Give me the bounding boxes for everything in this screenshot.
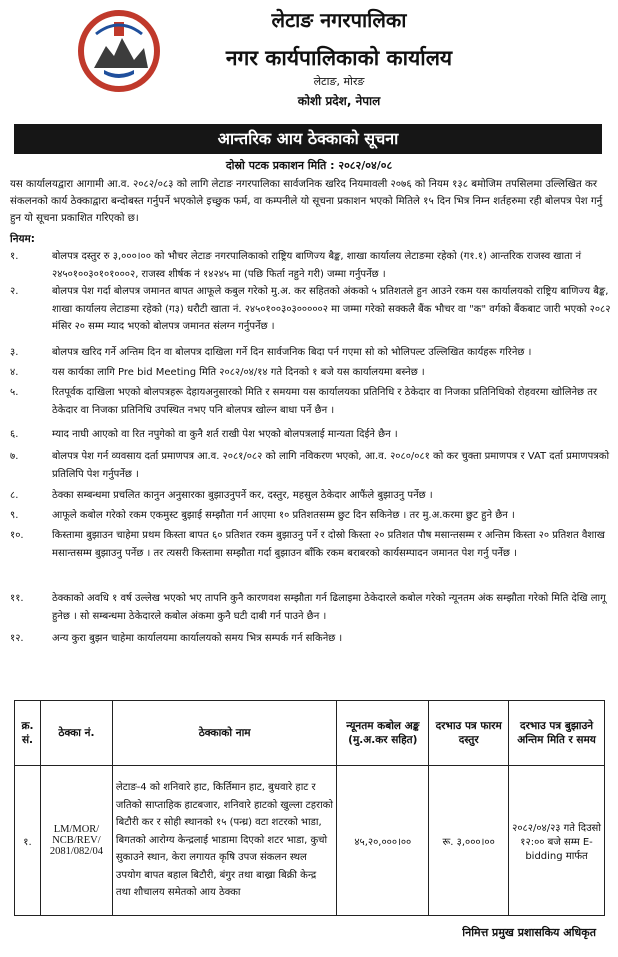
condition-number: ९.	[10, 510, 19, 521]
column-header-sn: क्र. सं.	[15, 701, 41, 766]
condition-text: बोलपत्र पेश गर्न व्यवसाय दर्ता प्रमाणपत्र आ.व. २०८१/०८२ को लागि नविकरण भएको, आ.व. २०८०/०८१ को कर चुक्ता प्रमाणपत्र र VAT दर्ता प्रमाणपत्रको प्रतिलिपि पेश गर्नुपर्नेछ ।	[52, 451, 610, 480]
condition-text: रितपूर्वक दाखिला भएको बोलपत्रहरू देहायअनुसारको मिति र समयमा यस कार्यालयका प्रतिनिधि र ठेकेदार वा निजका प्रतिनिधिको रोहवरमा खोलिनेछ तर ठेकेदार वा निजका प्रतिनिधि उपस्थित नभए पनि बोलपत्र खोल्न बाधा पर्ने छैन ।	[52, 387, 598, 416]
condition-number: २.	[10, 286, 19, 297]
cell-sn: १.	[15, 766, 41, 916]
column-header-min-bid: न्यूनतम कबोल अङ्क (मु.अ.कर सहित)	[337, 701, 429, 766]
condition-text: आफूले कबोल गरेको रकम एकमुस्ट बुझाई सम्झौता गर्न आएमा १० प्रतिशतसम्म छुट दिन सकिनेछ । तर मु.अ.करमा छुट हुने छैन ।	[52, 510, 515, 521]
column-header-contract-name: ठेक्काको नाम	[112, 701, 336, 766]
cell-contract-no: LM/MOR/ NCB/REV/ 2081/082/04	[40, 766, 112, 916]
address-line-2: कोशी प्रदेश, नेपाल	[297, 94, 381, 108]
cell-min-bid: ४५,२०,०००।००	[337, 766, 429, 916]
publication-date: दोस्रो पटक प्रकाशन मिति : २०८२/०४/०८	[225, 159, 393, 172]
condition-number: १२.	[10, 633, 24, 644]
condition-number: ७.	[10, 451, 19, 462]
condition-number: ३.	[10, 347, 19, 358]
condition-text: बोलपत्र खरिद गर्ने अन्तिम दिन वा बोलपत्र दाखिला गर्ने दिन सार्वजनिक बिदा पर्न गएमा सो को भोलिपल्ट उल्लिखित कार्यहरू गरिनेछ ।	[52, 347, 532, 358]
tender-table	[14, 700, 605, 916]
letterhead	[0, 0, 618, 120]
condition-text: यस कार्यका लागि Pre bid Meeting मिति २०८२/०४/१४ गते दिनको १ बजे यस कार्यालयमा बस्नेछ ।	[52, 367, 425, 378]
condition-text: बोलपत्र पेश गर्दा बोलपत्र जमानत बापत आफूले कबुल गरेको मु.अ. कर सहितको अंकको ५ प्रतिशतले हुन आउने रकम यस कार्यालयको राष्ट्रिय बाणिज्य बैङ्क, शाखा कार्यालय लेटाङमा रहेको (ग३) धरौटी खाता नं. २४५०१००३०३०००००२ मा जम्मा गरेको सक्कलै बैंक भौचर वा "क" वर्गको बैंकबाट जारी भएको २०८२ मंसिर २० सम्म म्याद भएको बोलपत्र जमानत संलग्न गर्नुपर्नेछ ।	[52, 286, 611, 332]
condition-number: १.	[10, 251, 19, 262]
condition-number: ४.	[10, 367, 19, 378]
condition-text: ठेक्का सम्बन्धमा प्रचलित कानुन अनुसारका बुझाउनुपर्ने कर, दस्तुर, महसुल ठेकेदार आफैंले बुझाउनु पर्नेछ ।	[52, 490, 433, 501]
signatory-title: निमित्त प्रमुख प्रशासकिय अधिकृत	[462, 926, 596, 939]
municipality-name: लेटाङ नगरपालिका	[271, 8, 407, 32]
condition-number: ११.	[10, 593, 24, 604]
condition-number: १०.	[10, 530, 24, 541]
condition-text: म्याद नाघी आएको वा रित नपुगेको वा कुनै शर्त राखी पेश भएको बोलपत्रलाई मान्यता दिईने छैन ।	[52, 429, 398, 440]
intro-paragraph: यस कार्यालयद्वारा आगामी आ.व. २०८२/०८३ को लागि लेटाङ नगरपालिका सार्वजनिक खरिद नियमावली २०७६ को नियम १३८ बमोजिम तपसिलमा उल्लिखित कर संकलनको कार्य ठेक्काद्वारा बन्दोबस्त गर्नुपर्ने भएकोले इच्छुक फर्म, वा कम्पनीले यो सूचना प्रकाशन भएको मितिले १५ दिन भित्र निम्न शर्तहरुमा रही बोलपत्र पेश गर्नु हुन यो सूचना प्रकाशित गरिएको छ।	[10, 179, 603, 224]
condition-text: अन्य कुरा बुझन चाहेमा कार्यालयमा कार्यालयको समय भित्र सम्पर्क गर्न सकिनेछ ।	[52, 633, 343, 644]
column-header-form-fee: दरभाउ पत्र फारम दस्तुर	[429, 701, 509, 766]
condition-text: किस्तामा बुझाउन चाहेमा प्रथम किस्ता बापत ६० प्रतिशत रकम बुझाउनु पर्ने र दोस्रो किस्ता २० प्रतिशत पौष मसान्तसम्म र अन्तिम किस्ता २० प्रतिशत वैशाख मसान्तसम्म बुझाउनु पर्नेछ । तर त्यसरी किस्तामा सम्झौता गर्दा बुझाउन बाँकि रकम बराबरको कार्यसम्पादन जमानत पेश गर्नु पर्नेछ ।	[52, 530, 605, 559]
cell-form-fee: रू. ३,०००।००	[429, 766, 509, 916]
conditions-label: नियम:	[10, 233, 35, 245]
cell-deadline: २०८२/०४/२३ गते दिउसो १२:०० बजे सम्म E-bidding मार्फत	[509, 766, 605, 916]
condition-text: बोलपत्र दस्तुर रु ३,०००।०० को भौचर लेटाङ नगरपालिकाको राष्ट्रिय बाणिज्य बैङ्क, शाखा कार्यालय लेटाङमा रहेको (ग१.१) आन्तरिक राजस्व खाता नं २४५०१००३०१०१०००२, राजस्व शीर्षक नं १४२४५ मा (पछि फिर्ता नहुने गरी) जम्मा गर्नुपर्नेछ ।	[52, 251, 582, 280]
table-header-row	[15, 701, 605, 766]
condition-number: ६.	[10, 429, 19, 440]
condition-number: ८.	[10, 490, 19, 501]
cell-contract-name: लेटाङ-4 को शनिवारे हाट, किर्तिमान हाट, बुधवारे हाट र जतिको साप्ताहिक हाटबजार, शनिवारे हाटको खुल्ला टहराको बिटौरी कर र सोही स्थानको १५ (पन्ध्र) वटा शटरको भाडा, बिगतको आरोग्य केन्द्रलाई भाडामा दिएको शटर भाडा, कुचो सुकाउने स्थान, केरा लगायत कृषि उपज संकलन स्थल उपयोग बापत बहाल बिटौरी, बंगुर तथा बाख्रा बिक्री केन्द्र तथा शौचालय समेतको आय ठेक्का	[112, 766, 336, 916]
condition-number: ५.	[10, 387, 19, 398]
table-row	[15, 766, 605, 916]
address-line-1: लेटाङ, मोरङ	[313, 75, 365, 88]
notice-title: आन्तरिक आय ठेक्काको सूचना	[14, 124, 602, 154]
column-header-contract-no: ठेक्का नं.	[40, 701, 112, 766]
condition-text: ठेक्काको अवधि १ वर्ष उल्लेख भएको भए तापनि कुनै कारणवश सम्झौता गर्न ढिलाइमा ठेकेदारले कबोल गरेको न्यूनतम अंक सम्झौता गरेको मिति देखि लागू हुनेछ । सो सम्बन्धमा ठेकेदारले कबोल अंकमा कुनै घटी दाबी गर्न पाउने छैन ।	[52, 593, 606, 622]
column-header-deadline: दरभाउ पत्र बुझाउने अन्तिम मिति र समय	[509, 701, 605, 766]
office-name: नगर कार्यपालिकाको कार्यालय	[225, 46, 453, 70]
